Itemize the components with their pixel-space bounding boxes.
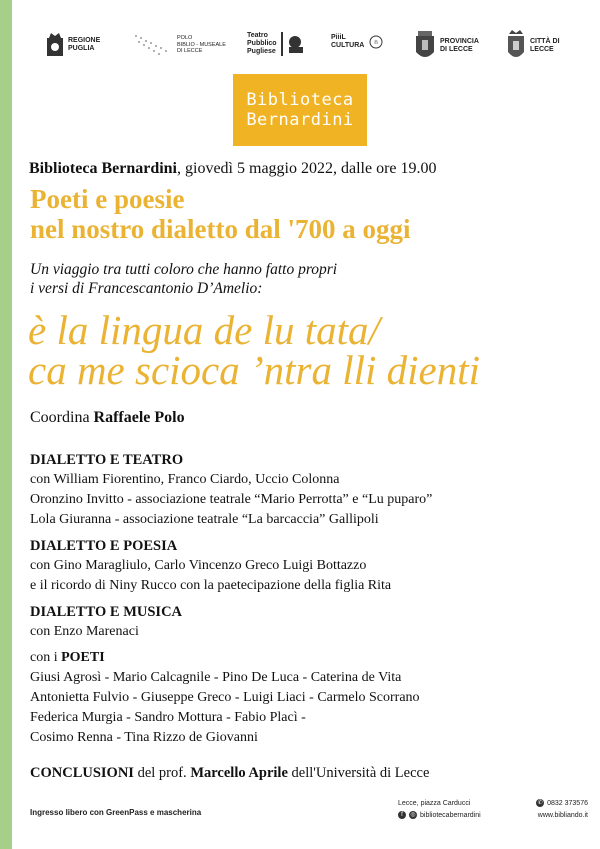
contact-info — [398, 797, 588, 821]
badge-line-1: Biblioteca — [246, 90, 354, 110]
whatsapp-icon: ✆ — [537, 800, 543, 806]
subtitle-line-2: i versi di Francescantonio D’Amelio: — [30, 280, 263, 297]
teatro-label: Teatro Pubblico Pugliese — [247, 32, 277, 55]
poets-line: Giusi Agrosì - Mario Calcagnile - Pino De Luca - Caterina de Vita — [30, 670, 402, 685]
event-header — [29, 160, 437, 178]
section-line: con Enzo Marenaci — [30, 624, 139, 639]
section-line: e il ricordo di Niny Rucco con la paetecipazione della figlia Rita — [30, 578, 392, 593]
poets-line: Antonietta Fulvio - Giuseppe Greco - Luigi Liaci - Carmelo Scorrano — [30, 690, 420, 705]
section-poets — [30, 648, 590, 748]
conclusion-text-2: dell'Università di Lecce — [287, 765, 430, 781]
coordinator-label: Coordina — [30, 409, 94, 426]
section-line: con William Fiorentino, Franco Ciardo, Uccio Colonna — [30, 472, 340, 487]
contact-row-1 — [398, 797, 588, 809]
dialect-quote — [28, 307, 481, 393]
conclusion-text-1: del prof. — [133, 765, 191, 781]
regione-puglia-logo — [46, 30, 100, 60]
polo-label: POLO BIBLIO - MUSEALE DI LECCE — [177, 35, 226, 55]
title-line-2: nel nostro dialetto dal '700 a oggi — [30, 214, 411, 244]
program-sections — [30, 450, 590, 754]
event-title — [30, 184, 411, 244]
poets-line: Cosimo Renna - Tina Rizzo de Giovanni — [30, 730, 258, 745]
coordinator — [30, 409, 185, 427]
entry-note: Ingresso libero con GreenPass e mascherina — [30, 808, 202, 817]
provincia-label: PROVINCIA DI LECCE — [440, 38, 479, 53]
quote-line-1: è la lingua de lu tata/ — [28, 307, 380, 353]
quote-line-2: ca me scioca ’ntra lli dienti — [28, 347, 481, 393]
side-color-bar — [0, 0, 12, 849]
library-badge — [233, 74, 367, 146]
section-title: DIALETTO E POESIA — [30, 538, 178, 554]
address: Lecce, piazza Carducci — [398, 799, 471, 807]
poets-line: Federica Murgia - Sandro Mottura - Fabio Placì - — [30, 710, 306, 725]
citta-crest-icon — [506, 30, 526, 62]
provincia-logo — [414, 30, 479, 62]
section-musica — [30, 602, 590, 642]
social-handle: bibliotecabernardini — [420, 811, 481, 819]
section-title: DIALETTO E TEATRO — [30, 452, 184, 468]
section-line: Lola Giuranna - associazione teatrale “La barcaccia” Gallipoli — [30, 512, 379, 527]
piil-badge-icon — [368, 34, 384, 50]
citta-lecce-logo — [506, 30, 560, 62]
section-line: Oronzino Invitto - associazione teatrale “Mario Perrotta” e “Lu puparo” — [30, 492, 433, 507]
phone: 0832 373576 — [547, 799, 588, 807]
polo-logo — [133, 32, 226, 58]
teatro-mask-icon — [281, 32, 307, 56]
section-title: DIALETTO E MUSICA — [30, 604, 183, 620]
regione-label: REGIONE PUGLIA — [68, 37, 101, 52]
poets-heading — [30, 648, 590, 668]
facebook-icon: f — [398, 811, 406, 819]
piil-cultura-logo — [331, 34, 384, 50]
phone-group — [536, 799, 588, 807]
social-group — [398, 811, 481, 819]
svg-text:n: n — [374, 40, 378, 46]
venue-name: Biblioteca Bernardini — [29, 160, 177, 177]
subtitle-line-1: Un viaggio tra tutti coloro che hanno fatto propri — [30, 261, 338, 278]
poets-intro: con i — [30, 650, 62, 665]
sponsor-logos — [0, 30, 600, 70]
conclusion-label: CONCLUSIONI — [30, 765, 134, 781]
title-line-1: Poeti e poesie — [30, 184, 185, 214]
section-line: con Gino Maragliulo, Carlo Vincenzo Greco Luigi Bottazzo — [30, 558, 367, 573]
website[interactable]: www.bibliando.it — [537, 811, 588, 819]
conclusion-name: Marcello Aprile — [190, 765, 288, 781]
section-teatro — [30, 450, 590, 530]
regione-crest-icon — [46, 30, 64, 60]
poets-title: POETI — [61, 650, 105, 665]
badge-line-2: Bernardini — [246, 110, 354, 130]
contact-row-2 — [398, 809, 588, 821]
instagram-icon: ◎ — [410, 812, 416, 818]
coordinator-name: Raffaele Polo — [93, 409, 185, 426]
teatro-logo — [247, 32, 307, 56]
event-subtitle — [30, 260, 337, 298]
provincia-crest-icon — [414, 30, 436, 62]
section-poesia — [30, 536, 590, 596]
conclusion — [30, 765, 429, 782]
citta-label: CITTÀ DI LECCE — [530, 38, 560, 53]
event-date: , giovedì 5 maggio 2022, dalle ore 19.00 — [177, 160, 437, 177]
polo-dots-icon — [133, 32, 173, 58]
piil-label: PiiiL CULTURA — [331, 34, 365, 49]
